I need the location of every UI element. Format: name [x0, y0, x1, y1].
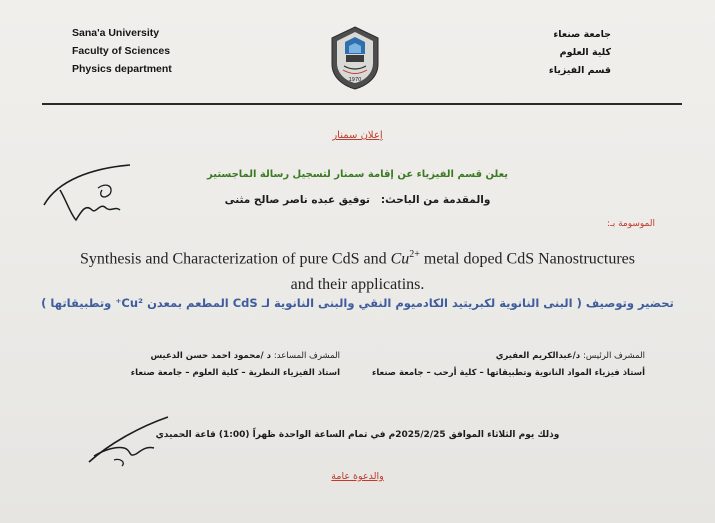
signature-bottom-left — [84, 412, 174, 470]
thesis-title-en-part1: Synthesis and Characterization of pure CdS and — [80, 250, 387, 268]
co-supervisor-title: استاذ الفيزياء النظرية – كلية العلوم – جامعة صنعاء — [130, 368, 340, 378]
department-name-ar: قسم الفيزياء — [548, 65, 611, 76]
university-name-ar: جامعة صنعاء — [553, 29, 611, 40]
header-divider — [42, 103, 682, 105]
thesis-title-en-part2: metal doped CdS Nanostructures — [423, 250, 635, 268]
main-supervisor-line — [315, 348, 645, 365]
department-name-en: Physics department — [72, 63, 172, 75]
co-supervisor-label: المشرف المساعد: — [273, 351, 340, 361]
co-supervisor-line — [50, 348, 340, 365]
university-name-en: Sana'a University — [72, 27, 160, 39]
titled-label: الموسومة بـ: — [607, 219, 655, 229]
faculty-name-ar: كلية العلوم — [559, 47, 611, 58]
seminar-schedule: وذلك يوم الثلاثاء الموافق 2025/2/25م في تمام الساعة الواحدة ظهراً (1:00) قاعة الحميدي — [155, 430, 560, 440]
main-supervisor-title: أستاذ فيزياء المواد النانوية وتطبيقاتها – كلية أرحب – جامعة صنعاء — [371, 368, 645, 378]
thesis-title-en-line2: and their applicatins. — [290, 276, 425, 294]
researcher-label: والمقدمة من الباحث: — [380, 194, 491, 206]
researcher-name: توفيق عبده ناصر صالح مثنى — [224, 194, 370, 206]
arabic-header — [549, 26, 611, 80]
english-header — [72, 24, 172, 78]
university-seal-icon — [330, 26, 380, 90]
faculty-name-en: Faculty of Sciences — [72, 45, 171, 57]
announcement-intro: يعلن قسم الفيزياء عن إقامة سمنار لتسجيل رسالة الماجستير — [207, 169, 508, 180]
announcement-heading: إعلان سمنار — [332, 130, 383, 141]
main-supervisor-block — [315, 348, 645, 382]
public-invitation: والدعوة عامة — [331, 471, 384, 482]
thesis-title-ar: تحضير وتوصيف ( البنى النانوية لكبريتيد الكادميوم النقي والبنى النانوية لـ CdS المطعم بمعدن Cu²⁺ وتطبيقاتها ) — [41, 296, 674, 310]
copper-ion-symbol: Cu — [390, 250, 410, 268]
signature-top-left — [38, 160, 138, 230]
thesis-title-en — [20, 242, 695, 298]
co-supervisor-name: د /محمود احمد حسن الدعيس — [150, 351, 271, 361]
seal-year: 1970 — [348, 77, 362, 83]
main-supervisor-name: د/عبدالكريم العفيري — [495, 351, 581, 361]
copper-ion-charge: 2+ — [409, 249, 420, 260]
main-supervisor-label: المشرف الرئيس: — [583, 351, 645, 361]
co-supervisor-block — [50, 348, 340, 382]
